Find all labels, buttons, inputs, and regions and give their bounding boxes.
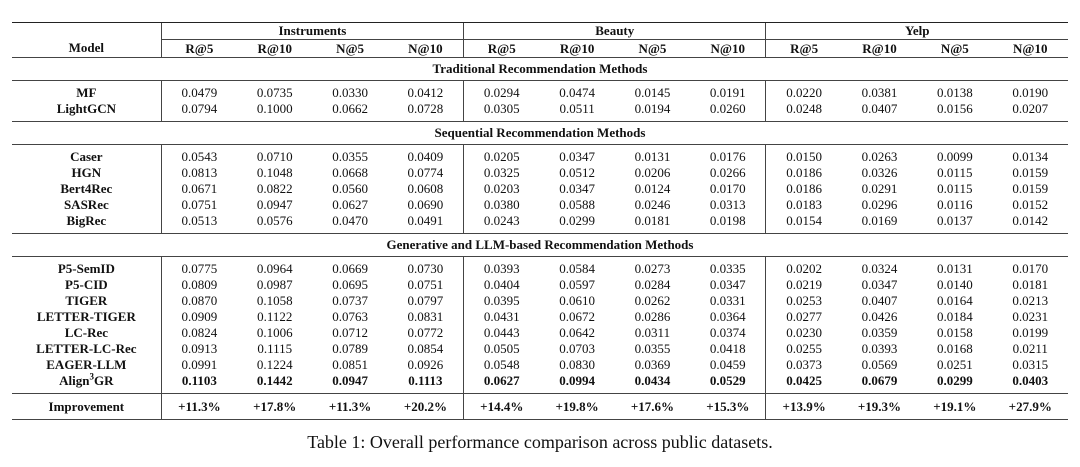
metric-header: N@5 <box>638 40 667 56</box>
value-cell: 0.0134 <box>1012 149 1049 164</box>
table-row <box>12 341 1068 357</box>
value-cell: 0.0794 <box>161 101 237 122</box>
improvement-value: +14.4% <box>464 394 540 420</box>
value-cell: 0.0710 <box>256 149 293 164</box>
value-cell: 0.0331 <box>709 293 746 308</box>
improvement-value: +13.9% <box>766 394 842 420</box>
value-cell: 0.0176 <box>709 149 746 164</box>
value-cell: 0.0513 <box>161 213 237 234</box>
value-cell: 0.0181 <box>1012 277 1049 292</box>
value-cell: 0.0870 <box>161 293 237 309</box>
value-cell: 0.0548 <box>464 357 540 373</box>
table-row <box>12 81 1068 102</box>
value-cell: 0.0751 <box>161 197 237 213</box>
model-name: Bert4Rec <box>60 181 113 196</box>
value-cell: 0.0830 <box>559 357 595 372</box>
value-cell: 0.0246 <box>634 197 671 212</box>
table-row <box>12 181 1068 197</box>
value-cell: 0.0735 <box>256 85 293 100</box>
value-cell: 0.0987 <box>256 277 293 292</box>
model-name-prefix: Align <box>59 373 90 388</box>
metric-header: R@5 <box>766 40 842 58</box>
value-cell: 0.0355 <box>634 341 671 356</box>
value-cell: 0.0395 <box>464 293 540 309</box>
value-cell: 0.0672 <box>559 309 595 324</box>
value-cell: 0.0730 <box>407 261 444 276</box>
group-header-instruments: Instruments <box>161 23 463 40</box>
value-cell: 0.0305 <box>464 101 540 122</box>
value-cell: 0.0131 <box>634 149 671 164</box>
table-row <box>12 325 1068 341</box>
value-cell: 0.0299 <box>936 373 973 388</box>
value-cell: 0.0190 <box>1012 85 1049 100</box>
value-cell: 0.1006 <box>256 325 293 340</box>
value-cell: 0.0431 <box>464 309 540 325</box>
table-caption: Table 1: Overall performance comparison across public datasets. <box>307 432 773 452</box>
model-name: BigRec <box>66 213 107 228</box>
value-cell: 0.0116 <box>937 197 973 212</box>
value-cell: 0.0347 <box>861 277 898 292</box>
value-cell: 0.0145 <box>634 85 671 100</box>
value-cell: 0.0712 <box>332 325 368 340</box>
value-cell: 0.0205 <box>464 145 540 166</box>
improvement-label: Improvement <box>12 394 161 420</box>
value-cell: 0.1048 <box>256 165 293 180</box>
improvement-value: +11.3% <box>161 394 237 420</box>
value-cell: 0.0668 <box>332 165 368 180</box>
value-cell: 0.0294 <box>464 81 540 102</box>
value-cell: 0.0296 <box>861 197 898 212</box>
value-cell: 0.0763 <box>332 309 368 324</box>
section-header-row <box>12 58 1068 81</box>
value-cell: 0.1103 <box>161 373 237 394</box>
value-cell: 0.0608 <box>407 181 444 196</box>
value-cell: 0.0355 <box>332 149 368 164</box>
section-title: Sequential Recommendation Methods <box>12 122 1068 145</box>
value-cell: 0.0152 <box>1012 197 1049 212</box>
table-row <box>12 257 1068 278</box>
value-cell: 0.0809 <box>161 277 237 293</box>
value-cell: 0.0324 <box>861 261 898 276</box>
value-cell: 0.0511 <box>559 101 595 116</box>
value-cell: 0.1224 <box>256 357 293 372</box>
value-cell: 0.0150 <box>766 145 842 166</box>
improvement-value: +11.3% <box>312 394 387 420</box>
value-cell: 0.0443 <box>464 325 540 341</box>
value-cell: 0.0679 <box>861 373 898 388</box>
model-name-suffix: GR <box>94 373 114 388</box>
table-row <box>12 357 1068 373</box>
value-cell: 0.0404 <box>464 277 540 293</box>
value-cell: 0.0588 <box>559 197 595 212</box>
improvement-row <box>12 394 1068 420</box>
value-cell: 0.0374 <box>709 325 746 340</box>
value-cell: 0.0789 <box>332 341 368 356</box>
metric-header-row <box>12 40 1068 58</box>
value-cell: 0.0186 <box>766 181 842 197</box>
value-cell: 0.0407 <box>861 293 898 308</box>
value-cell: 0.0313 <box>709 197 746 212</box>
section-title: Generative and LLM-based Recommendation Methods <box>12 234 1068 257</box>
value-cell: 0.0325 <box>464 165 540 181</box>
value-cell: 0.0273 <box>634 261 671 276</box>
value-cell: 0.0569 <box>861 357 898 372</box>
value-cell: 0.0703 <box>559 341 595 356</box>
metric-header: R@10 <box>559 40 595 56</box>
value-cell: 0.0347 <box>709 277 746 292</box>
value-cell: 0.0772 <box>407 325 444 340</box>
value-cell: 0.0380 <box>464 197 540 213</box>
value-cell: 0.0243 <box>464 213 540 234</box>
value-cell: 0.0474 <box>559 85 595 100</box>
value-cell: 0.0262 <box>634 293 671 308</box>
value-cell: 0.0335 <box>709 261 746 276</box>
value-cell: 0.0159 <box>1012 181 1049 196</box>
model-name: MF <box>76 85 97 100</box>
value-cell: 0.0263 <box>861 149 898 164</box>
metric-header: N@5 <box>940 40 969 56</box>
value-cell: 0.0207 <box>1012 101 1049 116</box>
improvement-value: +19.3% <box>842 394 917 420</box>
value-cell: 0.0737 <box>332 293 368 308</box>
model-header-spacer <box>12 23 161 40</box>
value-cell: 0.0168 <box>936 341 973 356</box>
value-cell: 0.0560 <box>332 181 368 196</box>
value-cell: 0.0124 <box>634 181 671 196</box>
model-name: EAGER-LLM <box>46 357 127 372</box>
value-cell: 0.1058 <box>256 293 293 308</box>
value-cell: 0.0284 <box>634 277 671 292</box>
value-cell: 0.0470 <box>332 213 368 228</box>
group-header-beauty: Beauty <box>464 23 766 40</box>
value-cell: 0.0359 <box>861 325 898 340</box>
value-cell: 0.0369 <box>634 357 671 372</box>
value-cell: 0.0627 <box>464 373 540 394</box>
results-table <box>12 22 1068 420</box>
value-cell: 0.1113 <box>408 373 443 388</box>
group-header-yelp: Yelp <box>766 23 1068 40</box>
model-name: HGN <box>71 165 102 180</box>
value-cell: 0.0099 <box>936 149 973 164</box>
improvement-value: +17.6% <box>615 394 690 420</box>
value-cell: 0.0191 <box>709 85 746 100</box>
value-cell: 0.0491 <box>407 213 444 228</box>
value-cell: 0.0199 <box>1012 325 1049 340</box>
value-cell: 0.0824 <box>161 325 237 341</box>
value-cell: 0.1122 <box>257 309 293 324</box>
value-cell: 0.0181 <box>634 213 671 228</box>
value-cell: 0.0459 <box>709 357 746 372</box>
value-cell: 0.0253 <box>766 293 842 309</box>
table-row <box>12 277 1068 293</box>
value-cell: 0.0154 <box>766 213 842 234</box>
table-row <box>12 309 1068 325</box>
value-cell: 0.0330 <box>332 85 368 100</box>
value-cell: 0.0751 <box>407 277 444 292</box>
metric-header: N@10 <box>408 40 443 56</box>
value-cell: 0.0260 <box>709 101 746 116</box>
value-cell: 0.0434 <box>634 373 671 388</box>
value-cell: 0.0669 <box>332 261 368 276</box>
value-cell: 0.0642 <box>559 325 595 340</box>
model-name: LightGCN <box>56 101 116 116</box>
value-cell: 0.0347 <box>559 181 595 196</box>
value-cell: 0.0947 <box>332 373 368 388</box>
value-cell: 0.0131 <box>936 261 973 276</box>
value-cell: 0.0690 <box>407 197 444 212</box>
table-row <box>12 165 1068 181</box>
value-cell: 0.0831 <box>407 309 444 324</box>
model-name: P5-CID <box>65 277 108 292</box>
metric-header: N@5 <box>336 40 365 56</box>
value-cell: 0.0277 <box>766 309 842 325</box>
value-cell: 0.0170 <box>1012 261 1049 276</box>
value-cell: 0.0138 <box>936 85 973 100</box>
value-cell: 0.0364 <box>709 309 746 324</box>
value-cell: 0.0198 <box>709 213 746 228</box>
value-cell: 0.0994 <box>559 373 595 388</box>
table-row <box>12 197 1068 213</box>
value-cell: 0.1442 <box>256 373 293 388</box>
section-header-row <box>12 122 1068 145</box>
value-cell: 0.0393 <box>464 257 540 278</box>
value-cell: 0.0202 <box>766 257 842 278</box>
best-model-row <box>12 373 1068 394</box>
value-cell: 0.0774 <box>407 165 444 180</box>
improvement-value: +19.8% <box>539 394 614 420</box>
value-cell: 0.0137 <box>936 213 973 228</box>
table-row <box>12 145 1068 166</box>
value-cell: 0.0169 <box>861 213 898 228</box>
value-cell: 0.0813 <box>161 165 237 181</box>
value-cell: 0.0851 <box>332 357 368 372</box>
improvement-value: +27.9% <box>992 394 1068 420</box>
value-cell: 0.0407 <box>861 101 898 116</box>
value-cell: 0.0403 <box>1012 373 1049 388</box>
results-table-container <box>12 22 1068 420</box>
value-cell: 0.0230 <box>766 325 842 341</box>
value-cell: 0.0291 <box>861 181 898 196</box>
value-cell: 0.0183 <box>766 197 842 213</box>
model-name: LC-Rec <box>64 325 109 340</box>
value-cell: 0.0255 <box>766 341 842 357</box>
value-cell: 0.0775 <box>161 257 237 278</box>
value-cell: 0.0627 <box>332 197 368 212</box>
value-cell: 0.0170 <box>709 181 746 196</box>
metric-header: R@5 <box>464 40 540 58</box>
value-cell: 0.0206 <box>634 165 671 180</box>
value-cell: 0.0479 <box>161 81 237 102</box>
value-cell: 0.0728 <box>407 101 444 116</box>
value-cell: 0.0186 <box>766 165 842 181</box>
metric-header: R@5 <box>161 40 237 58</box>
model-name: SASRec <box>63 197 109 212</box>
value-cell: 0.0512 <box>559 165 595 180</box>
value-cell: 0.0326 <box>861 165 898 180</box>
value-cell: 0.0964 <box>256 261 293 276</box>
value-cell: 0.0159 <box>1012 165 1049 180</box>
value-cell: 0.0576 <box>256 213 293 228</box>
value-cell: 0.0543 <box>161 145 237 166</box>
value-cell: 0.0194 <box>634 101 671 116</box>
value-cell: 0.0156 <box>936 101 973 116</box>
value-cell: 0.0854 <box>407 341 444 356</box>
group-header-row <box>12 23 1068 40</box>
metric-header: R@10 <box>862 40 897 56</box>
value-cell: 0.0426 <box>861 309 898 324</box>
value-cell: 0.0662 <box>332 101 368 116</box>
value-cell: 0.0597 <box>559 277 595 292</box>
results-table-body <box>12 58 1068 420</box>
value-cell: 0.0797 <box>407 293 444 308</box>
value-cell: 0.0425 <box>766 373 842 394</box>
model-name: P5-SemID <box>57 261 115 276</box>
metric-header: R@10 <box>257 40 292 56</box>
value-cell: 0.0266 <box>709 165 746 180</box>
value-cell: 0.0231 <box>1012 309 1049 324</box>
value-cell: 0.0220 <box>766 81 842 102</box>
model-name-superscript: 3 <box>89 371 95 382</box>
improvement-value: +19.1% <box>917 394 992 420</box>
value-cell: 0.0381 <box>861 85 898 100</box>
value-cell: 0.0409 <box>407 149 444 164</box>
value-cell: 0.0909 <box>161 309 237 325</box>
value-cell: 0.0115 <box>937 181 973 196</box>
value-cell: 0.0412 <box>407 85 444 100</box>
value-cell: 0.0584 <box>559 261 595 276</box>
value-cell: 0.0286 <box>634 309 671 324</box>
value-cell: 0.0213 <box>1012 293 1049 308</box>
value-cell: 0.1115 <box>257 341 293 356</box>
model-name: LETTER-TIGER <box>36 309 136 324</box>
value-cell: 0.0140 <box>936 277 973 292</box>
section-header-row <box>12 234 1068 257</box>
improvement-value: +15.3% <box>690 394 766 420</box>
metric-header: N@10 <box>1013 40 1048 56</box>
value-cell: 0.0610 <box>559 293 595 308</box>
table-row <box>12 293 1068 309</box>
value-cell: 0.0248 <box>766 101 842 122</box>
value-cell: 0.0822 <box>256 181 293 196</box>
value-cell: 0.0529 <box>709 373 746 388</box>
value-cell: 0.1000 <box>256 101 293 116</box>
table-row <box>12 101 1068 122</box>
improvement-value: +17.8% <box>237 394 312 420</box>
value-cell: 0.0695 <box>332 277 368 292</box>
model-name: Caser <box>70 149 103 164</box>
value-cell: 0.0158 <box>936 325 973 340</box>
value-cell: 0.0203 <box>464 181 540 197</box>
table-row <box>12 213 1068 234</box>
model-name <box>12 373 161 394</box>
model-name: TIGER <box>65 293 108 308</box>
value-cell: 0.0913 <box>161 341 237 357</box>
value-cell: 0.0315 <box>1012 357 1049 372</box>
value-cell: 0.0991 <box>161 357 237 373</box>
value-cell: 0.0184 <box>936 309 973 324</box>
value-cell: 0.0299 <box>559 213 595 228</box>
value-cell: 0.0347 <box>559 149 595 164</box>
value-cell: 0.0393 <box>861 341 898 356</box>
value-cell: 0.0373 <box>766 357 842 373</box>
value-cell: 0.0505 <box>464 341 540 357</box>
value-cell: 0.0926 <box>407 357 444 372</box>
improvement-value: +20.2% <box>388 394 464 420</box>
value-cell: 0.0947 <box>256 197 293 212</box>
value-cell: 0.0115 <box>937 165 973 180</box>
section-title: Traditional Recommendation Methods <box>12 58 1068 81</box>
value-cell: 0.0211 <box>1012 341 1048 356</box>
value-cell: 0.0142 <box>1012 213 1049 228</box>
model-name: LETTER-LC-Rec <box>36 341 137 356</box>
value-cell: 0.0251 <box>936 357 973 372</box>
value-cell: 0.0418 <box>709 341 746 356</box>
value-cell: 0.0671 <box>161 181 237 197</box>
model-column-header: Model <box>68 40 105 56</box>
metric-header: N@10 <box>710 40 746 56</box>
value-cell: 0.0219 <box>766 277 842 293</box>
value-cell: 0.0164 <box>936 293 973 308</box>
value-cell: 0.0311 <box>634 325 671 340</box>
